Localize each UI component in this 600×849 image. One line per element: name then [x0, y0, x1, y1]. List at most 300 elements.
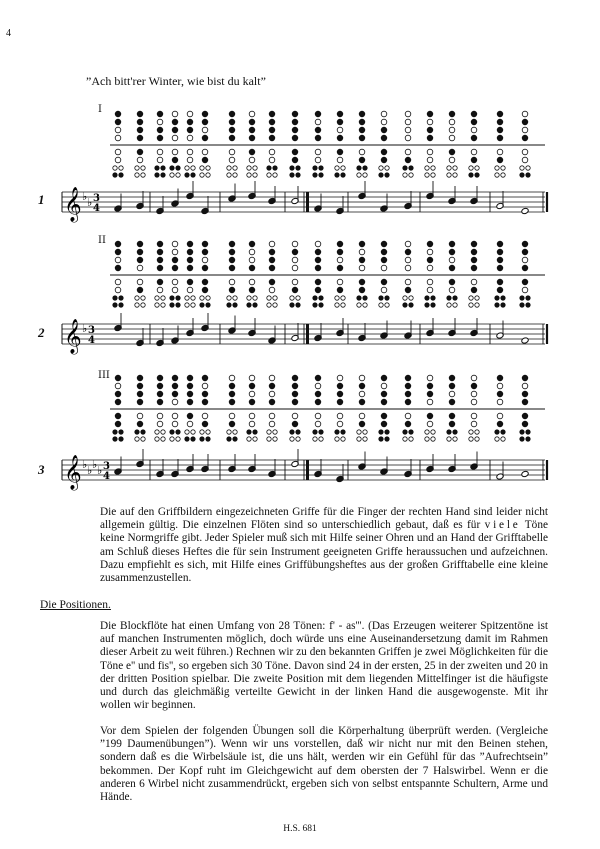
fingering-hole — [501, 437, 505, 441]
fingering-hole — [161, 430, 165, 434]
fingering-hole — [357, 430, 361, 434]
fingering-hole — [381, 157, 387, 163]
fingering-hole — [172, 149, 178, 155]
fingering-hole — [427, 265, 433, 271]
fingering-hole — [172, 157, 178, 163]
flat-sign: ♭ — [87, 464, 93, 477]
fingering-hole — [359, 119, 365, 125]
fingering-hole — [335, 430, 339, 434]
fingering-hole — [187, 265, 193, 271]
fingering-hole — [405, 391, 411, 397]
fingering-hole — [233, 437, 237, 441]
fingering-hole — [135, 303, 139, 307]
fingering-hole — [495, 303, 499, 307]
fingering-hole — [403, 430, 407, 434]
fingering-hole — [247, 166, 251, 170]
fingering-hole — [335, 296, 339, 300]
fingering-hole — [405, 149, 411, 155]
fingering-hole — [172, 127, 178, 133]
fingering-hole — [115, 399, 121, 405]
fingering-hole — [292, 135, 298, 141]
fingering-hole — [115, 421, 121, 427]
fingering-hole — [157, 391, 163, 397]
system-number-1: 1 — [38, 192, 45, 207]
fingering-hole — [200, 173, 204, 177]
fingering-hole — [200, 437, 204, 441]
fingering-hole — [471, 375, 477, 381]
fingering-hole — [155, 166, 159, 170]
fingering-hole — [357, 166, 361, 170]
fingering-chart-2 — [0, 238, 600, 310]
fingering-hole — [447, 303, 451, 307]
fingering-hole — [202, 135, 208, 141]
time-signature-top: 3 — [93, 193, 100, 204]
fingering-hole — [115, 287, 121, 293]
fingering-hole — [115, 241, 121, 247]
fingering-hole — [337, 413, 343, 419]
fingering-hole — [495, 296, 499, 300]
fingering-hole — [359, 391, 365, 397]
fingering-hole — [335, 303, 339, 307]
fingering-hole — [427, 249, 433, 255]
fingering-hole — [427, 383, 433, 389]
fingering-hole — [157, 249, 163, 255]
fingering-hole — [319, 437, 323, 441]
fingering-hole — [137, 391, 143, 397]
fingering-hole — [155, 437, 159, 441]
fingering-hole — [157, 383, 163, 389]
fingering-hole — [249, 127, 255, 133]
fingering-hole — [315, 111, 321, 117]
fingering-hole — [200, 430, 204, 434]
fingering-hole — [337, 257, 343, 263]
fingering-hole — [381, 135, 387, 141]
fingering-hole — [115, 157, 121, 163]
fingering-hole — [202, 265, 208, 271]
fingering-hole — [253, 430, 257, 434]
music-staff-3 — [0, 448, 600, 498]
fingering-hole — [453, 173, 457, 177]
fingering-hole — [137, 135, 143, 141]
fingering-hole — [497, 375, 503, 381]
fingering-hole — [449, 241, 455, 247]
fingering-hole — [315, 241, 321, 247]
fingering-hole — [359, 413, 365, 419]
fingering-hole — [522, 127, 528, 133]
fingering-hole — [249, 287, 255, 293]
fingering-hole — [501, 303, 505, 307]
fingering-hole — [227, 430, 231, 434]
fingering-hole — [453, 296, 457, 300]
fingering-hole — [191, 430, 195, 434]
fingering-hole — [172, 111, 178, 117]
fingering-hole — [249, 111, 255, 117]
fingering-hole — [191, 303, 195, 307]
flat-sign: ♭ — [97, 464, 103, 477]
fingering-hole — [185, 303, 189, 307]
fingering-hole — [405, 383, 411, 389]
fingering-hole — [449, 383, 455, 389]
fingering-hole — [172, 279, 178, 285]
fingering-hole — [115, 375, 121, 381]
fingering-hole — [385, 173, 389, 177]
fingering-hole — [495, 166, 499, 170]
fingering-hole — [526, 173, 530, 177]
fingering-hole — [113, 430, 117, 434]
fingering-hole — [172, 287, 178, 293]
fingering-hole — [229, 119, 235, 125]
fingering-hole — [363, 303, 367, 307]
fingering-hole — [405, 265, 411, 271]
fingering-hole — [200, 296, 204, 300]
fingering-hole — [249, 149, 255, 155]
fingering-hole — [249, 413, 255, 419]
fingering-hole — [191, 173, 195, 177]
fingering-hole — [292, 421, 298, 427]
flat-sign: ♭ — [82, 190, 88, 203]
fingering-hole — [431, 437, 435, 441]
fingering-hole — [497, 127, 503, 133]
fingering-hole — [227, 296, 231, 300]
fingering-hole — [427, 119, 433, 125]
fingering-hole — [172, 119, 178, 125]
flat-sign: ♭ — [82, 322, 88, 335]
fingering-hole — [449, 135, 455, 141]
fingering-hole — [315, 135, 321, 141]
fingering-hole — [170, 173, 174, 177]
fingering-hole — [405, 399, 411, 405]
fingering-hole — [172, 241, 178, 247]
fingering-hole — [449, 279, 455, 285]
fingering-hole — [253, 437, 257, 441]
fingering-hole — [187, 287, 193, 293]
fingering-hole — [157, 399, 163, 405]
fingering-hole — [137, 111, 143, 117]
fingering-hole — [497, 421, 503, 427]
fingering-hole — [229, 149, 235, 155]
paragraph-1-start: Die auf den Griffbildern eingezeichneten Griffe für die Finger der rechten Hand sind leider nicht allgemein gültig. Die einzelnen Flöten sind so unterschiedlich gebaut, daß es für — [100, 506, 548, 532]
fingering-hole — [119, 303, 123, 307]
section-label-2: II — [98, 235, 106, 246]
fingering-hole — [522, 279, 528, 285]
fingering-hole — [425, 303, 429, 307]
fingering-hole — [427, 421, 433, 427]
fingering-hole — [357, 296, 361, 300]
fingering-hole — [469, 296, 473, 300]
fingering-hole — [187, 157, 193, 163]
fingering-hole — [475, 303, 479, 307]
fingering-hole — [157, 127, 163, 133]
fingering-hole — [449, 157, 455, 163]
fingering-hole — [137, 241, 143, 247]
song-title: ”Ach bitt'rer Winter, wie bist du kalt” — [86, 74, 266, 88]
fingering-hole — [269, 127, 275, 133]
fingering-chart-1 — [0, 108, 600, 180]
fingering-hole — [141, 173, 145, 177]
fingering-hole — [249, 157, 255, 163]
fingering-hole — [315, 391, 321, 397]
fingering-hole — [425, 166, 429, 170]
fingering-hole — [172, 135, 178, 141]
fingering-hole — [227, 437, 231, 441]
fingering-hole — [141, 166, 145, 170]
paragraph-1-rest: Töne keine Normgriffe gibt. Jeder Spieler muß sich mit Hilfe seiner Ohren und an Hand der Grifftabelle am Schluß dieses Heftes die für sein Instrument geeigneten Griffe heraussuchen und aufzeichnen. Dazu empfiehlt es sich, mit Hilfe eines Griffübungsheftes aus der großen Grifftabelle eine kleine zusammenzustellen. — [100, 519, 548, 585]
fingering-hole — [449, 413, 455, 419]
fingering-hole — [269, 383, 275, 389]
fingering-hole — [381, 413, 387, 419]
fingering-hole — [315, 249, 321, 255]
fingering-hole — [202, 111, 208, 117]
fingering-hole — [187, 149, 193, 155]
fingering-hole — [141, 437, 145, 441]
fingering-hole — [520, 296, 524, 300]
fingering-hole — [119, 430, 123, 434]
fingering-hole — [249, 265, 255, 271]
fingering-hole — [157, 257, 163, 263]
fingering-hole — [335, 166, 339, 170]
fingering-hole — [381, 119, 387, 125]
fingering-hole — [115, 413, 121, 419]
fingering-hole — [520, 303, 524, 307]
fingering-hole — [526, 166, 530, 170]
fingering-hole — [409, 430, 413, 434]
treble-clef: 𝄞 — [64, 319, 82, 354]
fingering-hole — [187, 127, 193, 133]
fingering-hole — [172, 265, 178, 271]
fingering-hole — [155, 173, 159, 177]
fingering-hole — [157, 149, 163, 155]
fingering-hole — [379, 437, 383, 441]
fingering-hole — [403, 437, 407, 441]
fingering-hole — [176, 173, 180, 177]
fingering-hole — [449, 375, 455, 381]
time-signature-top: 3 — [103, 461, 110, 472]
fingering-hole — [405, 249, 411, 255]
fingering-hole — [522, 241, 528, 247]
fingering-hole — [229, 135, 235, 141]
fingering-hole — [187, 279, 193, 285]
fingering-hole — [471, 127, 477, 133]
fingering-hole — [379, 296, 383, 300]
fingering-hole — [449, 399, 455, 405]
fingering-hole — [526, 303, 530, 307]
fingering-hole — [202, 287, 208, 293]
fingering-hole — [425, 430, 429, 434]
fingering-hole — [363, 166, 367, 170]
fingering-hole — [522, 265, 528, 271]
fingering-hole — [161, 173, 165, 177]
fingering-hole — [273, 430, 277, 434]
fingering-hole — [229, 421, 235, 427]
fingering-hole — [137, 413, 143, 419]
fingering-hole — [471, 149, 477, 155]
fingering-hole — [187, 375, 193, 381]
fingering-hole — [253, 173, 257, 177]
fingering-hole — [495, 430, 499, 434]
fingering-hole — [405, 413, 411, 419]
fingering-hole — [315, 119, 321, 125]
fingering-hole — [202, 413, 208, 419]
fingering-hole — [409, 303, 413, 307]
fingering-hole — [449, 149, 455, 155]
fingering-hole — [273, 303, 277, 307]
fingering-hole — [363, 430, 367, 434]
fingering-hole — [206, 430, 210, 434]
fingering-hole — [269, 279, 275, 285]
fingering-hole — [119, 296, 123, 300]
fingering-hole — [315, 287, 321, 293]
fingering-hole — [471, 421, 477, 427]
fingering-hole — [425, 296, 429, 300]
fingering-hole — [233, 173, 237, 177]
fingering-hole — [363, 173, 367, 177]
fingering-hole — [337, 383, 343, 389]
fingering-hole — [315, 157, 321, 163]
fingering-hole — [296, 303, 300, 307]
fingering-hole — [449, 287, 455, 293]
fingering-hole — [497, 149, 503, 155]
fingering-hole — [202, 149, 208, 155]
fingering-hole — [381, 127, 387, 133]
fingering-hole — [381, 287, 387, 293]
fingering-hole — [137, 399, 143, 405]
fingering-hole — [427, 279, 433, 285]
fingering-hole — [431, 296, 435, 300]
fingering-hole — [405, 375, 411, 381]
fingering-hole — [157, 413, 163, 419]
fingering-hole — [337, 375, 343, 381]
fingering-hole — [157, 265, 163, 271]
fingering-hole — [247, 173, 251, 177]
fingering-hole — [471, 249, 477, 255]
fingering-hole — [405, 157, 411, 163]
fingering-hole — [427, 399, 433, 405]
fingering-hole — [405, 257, 411, 263]
time-signature-top: 3 — [88, 325, 95, 336]
music-staff-1 — [0, 180, 600, 230]
fingering-hole — [135, 437, 139, 441]
fingering-hole — [319, 430, 323, 434]
fingering-hole — [471, 157, 477, 163]
fingering-hole — [526, 430, 530, 434]
fingering-hole — [269, 257, 275, 263]
fingering-hole — [469, 430, 473, 434]
fingering-hole — [403, 296, 407, 300]
fingering-hole — [206, 166, 210, 170]
fingering-hole — [267, 430, 271, 434]
fingering-hole — [137, 421, 143, 427]
section-heading: Die Positionen. — [40, 599, 111, 611]
fingering-hole — [141, 430, 145, 434]
fingering-hole — [337, 399, 343, 405]
fingering-hole — [229, 399, 235, 405]
fingering-hole — [471, 111, 477, 117]
fingering-hole — [296, 173, 300, 177]
fingering-hole — [379, 303, 383, 307]
fingering-hole — [341, 303, 345, 307]
fingering-hole — [427, 257, 433, 263]
fingering-hole — [229, 287, 235, 293]
fingering-hole — [227, 303, 231, 307]
fingering-hole — [292, 157, 298, 163]
fingering-hole — [359, 375, 365, 381]
fingering-hole — [431, 166, 435, 170]
time-signature-bottom: 4 — [88, 335, 95, 346]
fingering-hole — [229, 127, 235, 133]
fingering-hole — [170, 437, 174, 441]
fingering-hole — [363, 296, 367, 300]
fingering-hole — [170, 296, 174, 300]
fingering-hole — [471, 287, 477, 293]
fingering-hole — [453, 437, 457, 441]
fingering-hole — [427, 111, 433, 117]
fingering-hole — [155, 430, 159, 434]
fingering-hole — [501, 430, 505, 434]
fingering-hole — [187, 111, 193, 117]
fingering-hole — [227, 173, 231, 177]
fingering-hole — [526, 296, 530, 300]
fingering-hole — [137, 383, 143, 389]
fingering-hole — [359, 383, 365, 389]
fingering-hole — [337, 421, 343, 427]
fingering-hole — [155, 296, 159, 300]
note-head — [521, 207, 529, 214]
fingering-hole — [119, 437, 123, 441]
fingering-hole — [176, 430, 180, 434]
instruction-paragraph — [100, 506, 548, 585]
fingering-hole — [471, 257, 477, 263]
fingering-hole — [191, 296, 195, 300]
fingering-hole — [337, 149, 343, 155]
fingering-hole — [202, 399, 208, 405]
fingering-hole — [497, 265, 503, 271]
fingering-hole — [522, 391, 528, 397]
fingering-hole — [427, 135, 433, 141]
fingering-hole — [359, 149, 365, 155]
fingering-hole — [202, 249, 208, 255]
fingering-hole — [172, 421, 178, 427]
fingering-hole — [403, 173, 407, 177]
fingering-hole — [273, 166, 277, 170]
fingering-hole — [176, 166, 180, 170]
fingering-hole — [161, 166, 165, 170]
fingering-hole — [337, 265, 343, 271]
fingering-hole — [427, 241, 433, 247]
fingering-hole — [335, 173, 339, 177]
fingering-hole — [405, 241, 411, 247]
fingering-hole — [381, 249, 387, 255]
fingering-hole — [115, 265, 121, 271]
fingering-hole — [359, 421, 365, 427]
fingering-hole — [202, 279, 208, 285]
fingering-hole — [337, 287, 343, 293]
fingering-hole — [249, 375, 255, 381]
fingering-hole — [359, 111, 365, 117]
fingering-hole — [229, 257, 235, 263]
fingering-hole — [172, 391, 178, 397]
fingering-hole — [363, 437, 367, 441]
fingering-hole — [267, 437, 271, 441]
fingering-hole — [269, 413, 275, 419]
fingering-hole — [359, 257, 365, 263]
fingering-hole — [269, 249, 275, 255]
fingering-hole — [497, 279, 503, 285]
fingering-hole — [170, 166, 174, 170]
fingering-hole — [453, 303, 457, 307]
fingering-hole — [447, 173, 451, 177]
fingering-hole — [292, 111, 298, 117]
fingering-hole — [137, 257, 143, 263]
